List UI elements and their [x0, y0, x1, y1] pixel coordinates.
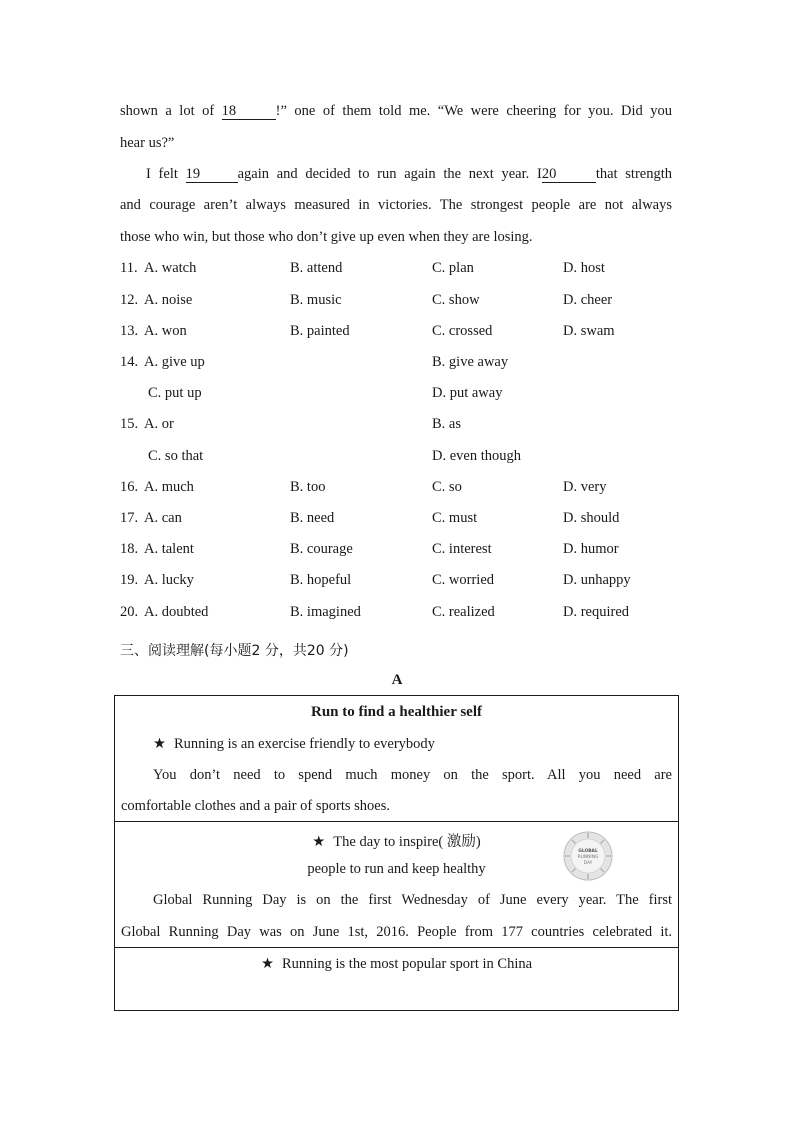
cell3-heading [115, 956, 678, 973]
option-d[interactable]: D. should [563, 510, 620, 526]
option-d[interactable]: D. unhappy [563, 572, 631, 588]
option-c[interactable]: C. worried [432, 572, 495, 588]
option-a[interactable]: A. lucky [144, 572, 194, 588]
option-d[interactable]: D. host [563, 260, 605, 276]
option-a[interactable]: A. noise [144, 292, 193, 308]
passage-line: and courage aren’t always measured in victories. The strongest people are not always [120, 197, 672, 213]
passage-text: shown a lot of [120, 103, 222, 119]
passage-text: I felt [146, 166, 186, 182]
logo-text-3: DAY [583, 861, 593, 866]
option-c[interactable]: C. crossed [432, 323, 493, 339]
logo-text-2: RUNNING [577, 855, 599, 860]
passage-text: that strength [595, 166, 672, 182]
option-b[interactable]: B. too [290, 479, 326, 495]
option-d[interactable]: D. cheer [563, 292, 613, 308]
cell2-subheading: people to run and keep healthy [307, 861, 486, 877]
option-a[interactable]: A. watch [144, 260, 197, 276]
option-d[interactable]: D. very [563, 479, 607, 495]
cell3-heading-text: Running is the most popular sport in China [281, 956, 533, 972]
option-c[interactable]: C. plan [432, 260, 474, 276]
cell1-heading [153, 736, 435, 753]
passage-line: those who win, but those who don’t give up even when they are losing. [120, 229, 533, 245]
option-c[interactable]: C. realized [432, 604, 495, 620]
option-a[interactable]: A. talent [144, 541, 194, 557]
star-icon: ★ [260, 956, 274, 972]
box-cell-3 [115, 948, 678, 1010]
option-c[interactable]: C. so [432, 479, 462, 495]
option-d[interactable]: D. required [563, 604, 630, 620]
option-a[interactable]: A. or [144, 416, 174, 432]
option-a[interactable]: A. won [144, 323, 187, 339]
option-d[interactable]: D. humor [563, 541, 619, 557]
cell2-text: Global Running Day is on the first Wednesday of June every year. The first [153, 892, 672, 908]
passage-line [120, 103, 672, 120]
question-number: 11. [120, 260, 138, 276]
option-d[interactable]: D. even though [432, 448, 521, 464]
cell2-heading-text: The day to inspire( 激励) [333, 834, 481, 850]
blank-20[interactable]: 20 [542, 167, 596, 183]
option-c[interactable]: C. put up [148, 385, 202, 401]
cell1-text: comfortable clothes and a pair of sports shoes. [121, 798, 390, 814]
passage-text: again and decided to run again the next year. I [237, 166, 542, 182]
question-number: 16. [120, 479, 139, 495]
option-b[interactable]: B. imagined [290, 604, 361, 620]
option-d[interactable]: D. swam [563, 323, 615, 339]
question-number: 15. [120, 416, 139, 432]
option-b[interactable]: B. music [290, 292, 342, 308]
option-c[interactable]: C. show [432, 292, 480, 308]
option-b[interactable]: B. painted [290, 323, 350, 339]
blank-18[interactable]: 18 [222, 104, 276, 120]
star-icon: ★ [312, 834, 326, 850]
cell1-heading-text: Running is an exercise friendly to everybody [174, 736, 435, 752]
passage-line [146, 166, 672, 183]
option-a[interactable]: A. much [144, 479, 194, 495]
global-running-day-logo [563, 831, 613, 881]
question-number: 13. [120, 323, 139, 339]
passage-text: !” one of them told me. “We were cheering for you. Did you [275, 103, 672, 119]
question-number: 19. [120, 572, 139, 588]
option-a[interactable]: A. doubted [144, 604, 209, 620]
star-icon: ★ [153, 736, 166, 752]
question-number: 12. [120, 292, 139, 308]
section-title: 三、阅读理解(每小题2 分，共20 分) [120, 643, 349, 659]
option-b[interactable]: B. need [290, 510, 335, 526]
logo-text-1: GLOBAL [578, 849, 598, 854]
option-a[interactable]: A. can [144, 510, 182, 526]
box-cell-1 [115, 696, 678, 822]
option-a[interactable]: A. give up [144, 354, 205, 370]
question-number: 18. [120, 541, 139, 557]
question-number: 17. [120, 510, 139, 526]
option-c[interactable]: C. so that [148, 448, 204, 464]
option-b[interactable]: B. attend [290, 260, 343, 276]
part-label: A [391, 672, 403, 688]
option-b[interactable]: B. courage [290, 541, 353, 557]
blank-19[interactable]: 19 [186, 167, 238, 183]
cell2-text: Global Running Day was on June 1st, 2016. People from 177 countries celebrated it. [121, 924, 672, 940]
option-b[interactable]: B. hopeful [290, 572, 352, 588]
cell1-text: You don’t need to spend much money on the sport. All you need are [153, 767, 672, 783]
box-title: Run to find a healthier self [311, 704, 482, 720]
option-c[interactable]: C. interest [432, 541, 492, 557]
option-b[interactable]: B. give away [432, 354, 509, 370]
question-number: 14. [120, 354, 139, 370]
option-b[interactable]: B. as [432, 416, 461, 432]
option-d[interactable]: D. put away [432, 385, 503, 401]
passage-line: hear us?” [120, 135, 175, 151]
option-c[interactable]: C. must [432, 510, 478, 526]
question-number: 20. [120, 604, 139, 620]
